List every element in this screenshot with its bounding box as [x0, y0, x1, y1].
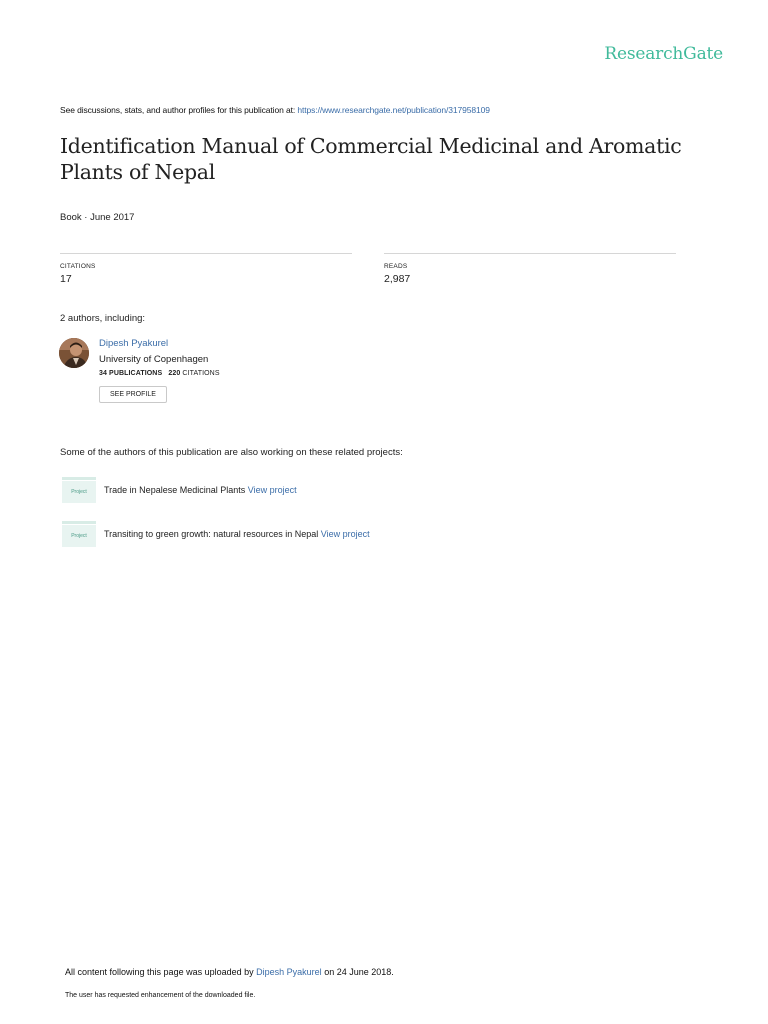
view-project-link[interactable]: View project: [247, 485, 297, 495]
see-profile-button[interactable]: SEE PROFILE: [99, 386, 167, 403]
author-institution: University of Copenhagen: [99, 354, 209, 365]
project-item: [62, 521, 370, 547]
author-publications-label: PUBLICATIONS: [109, 370, 163, 377]
project-item: [62, 477, 297, 503]
citations-value: 17: [60, 273, 72, 285]
reads-value: 2,987: [384, 273, 411, 285]
publication-title: Identification Manual of Commercial Medicinal and Aromatic Plants of Nepal: [60, 134, 682, 184]
citations-stat: [60, 253, 352, 285]
project-title: Trade in Nepalese Medicinal Plants: [104, 485, 246, 495]
upload-suffix: on 24 June 2018.: [324, 967, 394, 977]
uploader-link[interactable]: Dipesh Pyakurel: [256, 967, 322, 977]
author-citations-count: 220: [168, 370, 181, 377]
reads-stat: [384, 253, 676, 285]
authors-heading: 2 authors, including:: [60, 313, 146, 324]
project-thumbnail[interactable]: [62, 521, 96, 547]
author-card: [99, 338, 220, 403]
discussion-prefix: See discussions, stats, and author profiles for this publication at:: [60, 105, 296, 115]
avatar-photo-icon: [59, 338, 89, 368]
reads-label: READS: [384, 263, 408, 270]
view-project-link[interactable]: View project: [320, 529, 370, 539]
related-projects-heading: Some of the authors of this publication are also working on these related projects:: [60, 447, 403, 458]
author-avatar[interactable]: [59, 338, 89, 368]
project-text: [104, 485, 297, 495]
author-publications-count: 34: [99, 370, 107, 377]
discussion-line: [60, 105, 490, 115]
publication-type-date: Book · June 2017: [60, 212, 135, 223]
citations-label: CITATIONS: [60, 263, 96, 270]
project-text: [104, 529, 370, 539]
project-thumbnail[interactable]: [62, 477, 96, 503]
project-thumbnail-tab: [62, 477, 96, 480]
project-title: Transiting to green growth: natural resources in Nepal: [104, 529, 319, 539]
project-thumbnail-label: Project: [62, 481, 96, 503]
upload-credit: [65, 967, 394, 977]
upload-prefix: All content following this page was uploaded by: [65, 967, 254, 977]
researchgate-logo[interactable]: ResearchGate: [604, 44, 723, 64]
author-counts: [99, 370, 220, 377]
author-citations-label: CITATIONS: [182, 370, 220, 377]
project-thumbnail-label: Project: [62, 525, 96, 547]
author-name-link[interactable]: Dipesh Pyakurel: [99, 338, 169, 349]
enhancement-note: The user has requested enhancement of the downloaded file.: [65, 992, 256, 999]
publication-url-link[interactable]: https://www.researchgate.net/publication/317958109: [297, 105, 490, 115]
project-thumbnail-tab: [62, 521, 96, 524]
